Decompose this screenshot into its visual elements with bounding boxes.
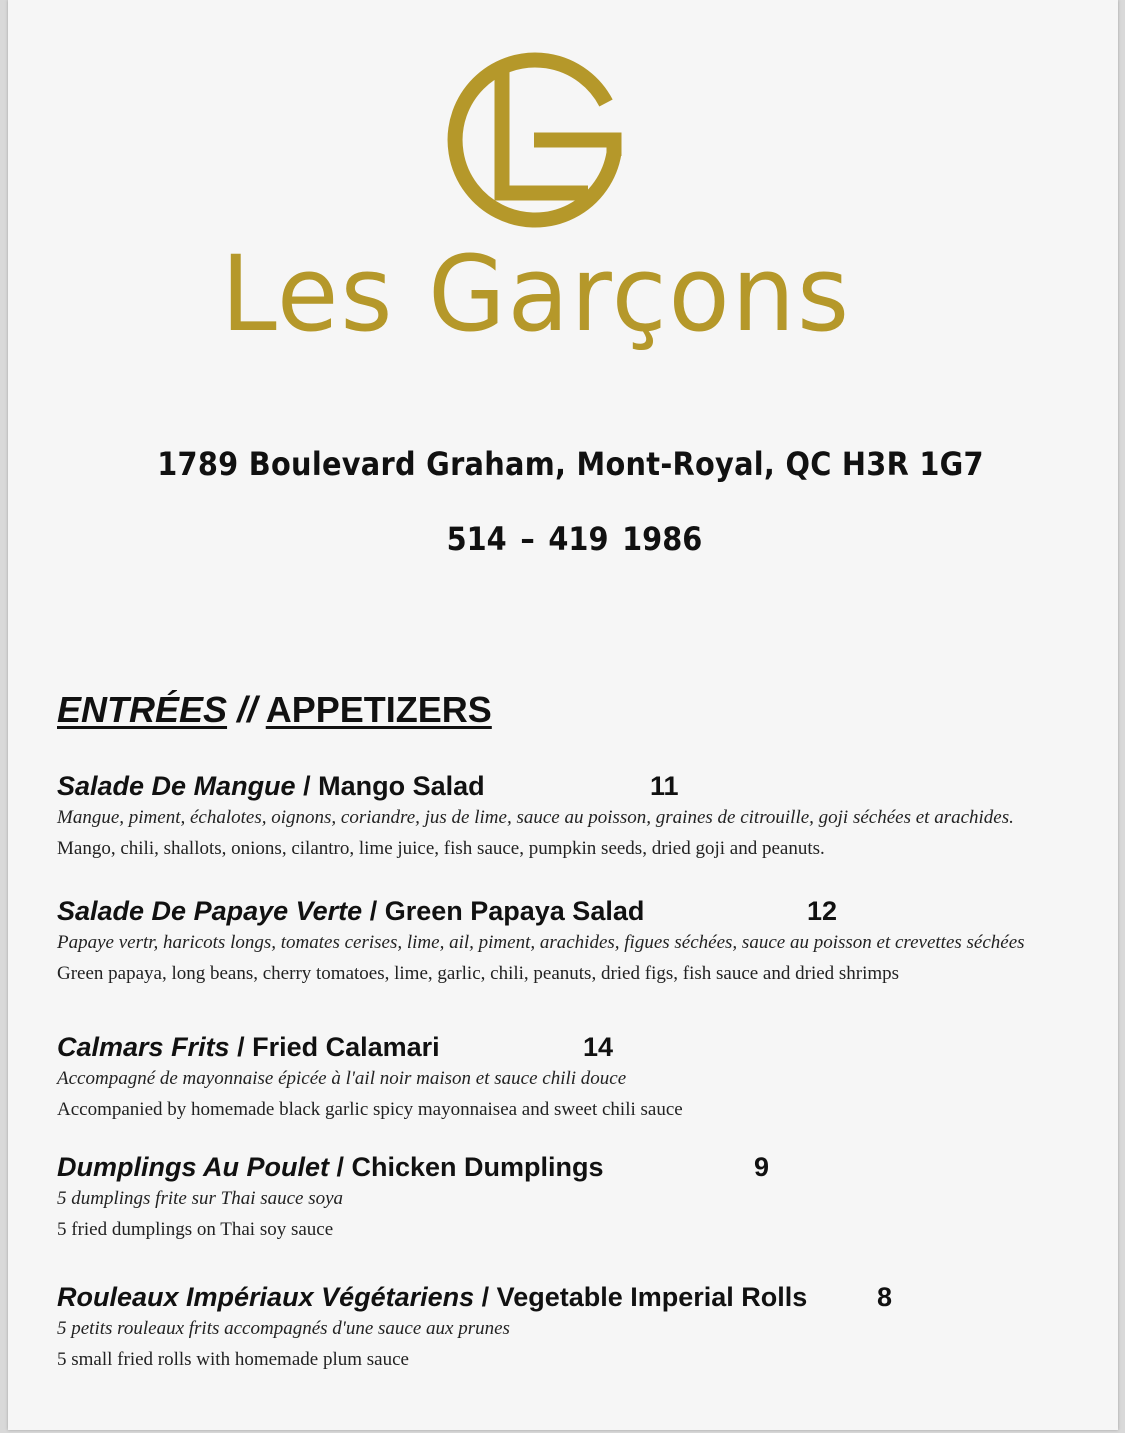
menu-item-description-fr: 5 petits rouleaux frits accompagnés d'une sauce aux prunes: [57, 1318, 510, 1339]
menu-item-description-en: 5 small fried rolls with homemade plum sauce: [57, 1349, 409, 1370]
menu-item-header: Salade De Mangue / Mango Salad 11: [57, 771, 679, 801]
menu-item-price: 12: [807, 896, 838, 926]
menu-item-description-fr: Accompagné de mayonnaise épicée à l'ail noir maison et sauce chili douce: [57, 1068, 627, 1089]
menu-item-name-en: Vegetable Imperial Rolls: [496, 1282, 808, 1312]
menu-item-header: Rouleaux Impériaux Végétariens / Vegetable Imperial Rolls 8: [57, 1282, 893, 1312]
menu-item-description-en: Mango, chili, shallots, onions, cilantro, lime juice, fish sauce, pumpkin seeds, dried goji and peanuts.: [57, 838, 825, 859]
menu-item-price: 9: [754, 1152, 770, 1182]
menu-item: [57, 896, 1107, 985]
section-title-fr: ENTRÉES: [57, 689, 228, 730]
menu-item-name-fr: Salade De Mangue: [57, 771, 296, 801]
menu-item-price: 8: [877, 1282, 893, 1312]
menu-item-header: Calmars Frits / Fried Calamari 14: [57, 1032, 614, 1062]
section-title-en: APPETIZERS: [265, 689, 492, 730]
menu-item-name-en: Mango Salad: [318, 771, 485, 801]
menu-item-price: 11: [650, 771, 679, 801]
menu-item-name-en: Chicken Dumplings: [351, 1152, 604, 1182]
menu-item-header: Salade De Papaye Verte / Green Papaya Salad 12: [57, 896, 838, 926]
section-title-separator: //: [237, 689, 258, 730]
menu-item-price: 14: [583, 1032, 614, 1062]
section-title: [57, 689, 492, 731]
menu-page: [8, 0, 1118, 1430]
menu-item-description-fr: 5 dumplings frite sur Thai sauce soya: [57, 1188, 344, 1209]
menu-item-description-en: 5 fried dumplings on Thai soy sauce: [57, 1219, 334, 1240]
menu-item: [57, 1152, 1107, 1241]
menu-item-name-fr: Rouleaux Impériaux Végétariens: [57, 1282, 475, 1312]
menu-item-header: Dumplings Au Poulet / Chicken Dumplings 9: [57, 1152, 770, 1182]
menu-item-name-fr: Dumplings Au Poulet: [57, 1152, 329, 1182]
restaurant-logo-wordmark: [213, 238, 863, 368]
menu-item: [57, 1282, 1107, 1371]
menu-item-description-fr: Mangue, piment, échalotes, oignons, coriandre, jus de lime, sauce au poisson, graines de citrouille, goji séchées et arachides.: [57, 807, 1014, 828]
restaurant-phone: 514 – 419 1986: [446, 520, 703, 558]
menu-item-description-en: Green papaya, long beans, cherry tomatoes, lime, garlic, chili, peanuts, dried figs, fish sauce and dried shrimps: [57, 963, 900, 984]
restaurant-address: 1789 Boulevard Graham, Mont-Royal, QC H3R 1G7: [157, 445, 984, 483]
menu-item-name-en: Green Papaya Salad: [384, 896, 645, 926]
restaurant-logo-icon: [438, 48, 634, 236]
menu-item-description-fr: Papaye vertr, haricots longs, tomates cerises, lime, ail, piment, arachides, figues séchées, sauce au poisson et crevettes séchées: [57, 932, 1025, 953]
menu-item-name-fr: Salade De Papaye Verte: [57, 896, 363, 926]
menu-item-name-fr: Calmars Frits: [57, 1032, 230, 1062]
menu-item: [57, 771, 1107, 860]
menu-item: [57, 1032, 1107, 1121]
svg-text:Les Garçons: Les Garçons: [221, 238, 851, 355]
menu-item-name-en: Fried Calamari: [252, 1032, 440, 1062]
menu-item-description-en: Accompanied by homemade black garlic spicy mayonnaisea and sweet chili sauce: [57, 1099, 683, 1120]
